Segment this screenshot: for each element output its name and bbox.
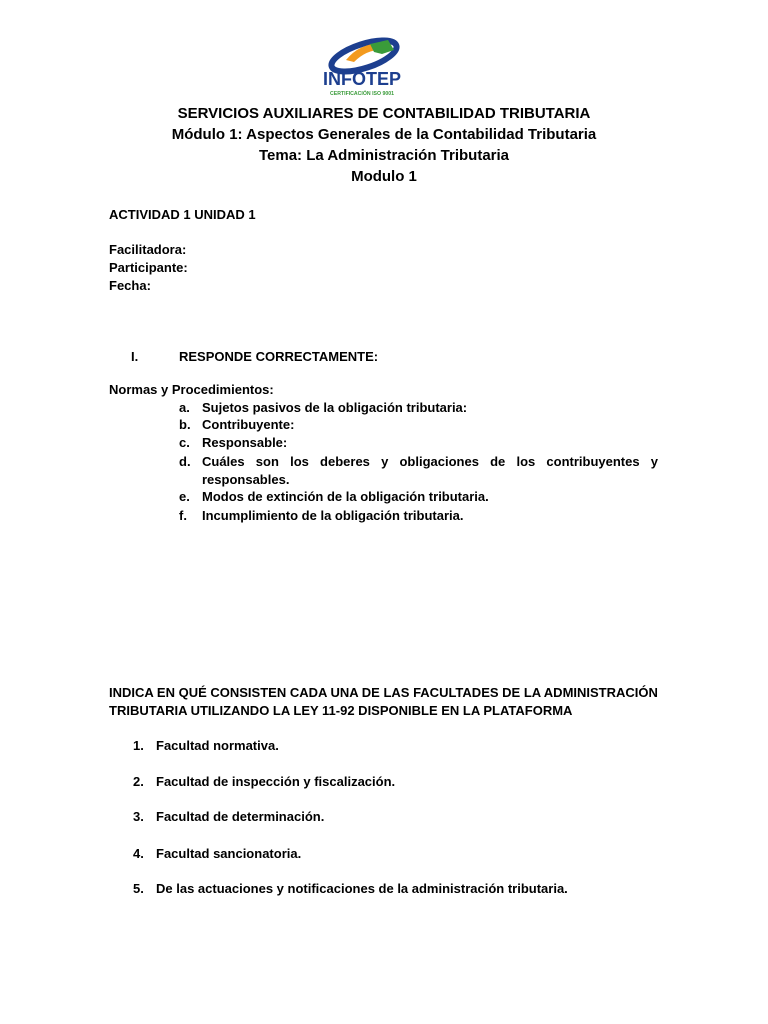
section1-numeral: I. <box>131 349 139 364</box>
norms-item-d-line1: Cuáles son los deberes y obligaciones de los contribuyentes y <box>202 454 658 469</box>
faculty-item-5: De las actuaciones y notificaciones de la administración tributaria. <box>156 881 568 896</box>
activity-heading: ACTIVIDAD 1 UNIDAD 1 <box>109 207 256 222</box>
norms-marker-f: f. <box>179 508 187 523</box>
logo-brand: INFOTEP <box>322 69 402 89</box>
faculty-marker-5: 5. <box>133 881 144 896</box>
field-participante: Participante: <box>109 260 188 275</box>
norms-item-a: Sujetos pasivos de la obligación tributaria: <box>202 400 468 415</box>
faculty-item-3: Facultad de determinación. <box>156 809 325 824</box>
norms-marker-a: a. <box>179 400 190 415</box>
norms-marker-e: e. <box>179 489 190 504</box>
section1-heading: RESPONDE CORRECTAMENTE: <box>179 349 379 364</box>
infotep-logo-graphic <box>312 34 412 98</box>
faculty-item-4: Facultad sancionatoria. <box>156 846 302 861</box>
norms-item-e: Modos de extinción de la obligación tributaria. <box>202 489 489 504</box>
title-line-4: Modulo 1 <box>351 168 417 185</box>
norms-marker-d: d. <box>179 454 191 469</box>
faculty-item-2: Facultad de inspección y fiscalización. <box>156 774 396 789</box>
field-facilitadora: Facilitadora: <box>109 242 187 257</box>
norms-item-c: Responsable: <box>202 435 288 450</box>
norms-item-b: Contribuyente: <box>202 417 295 432</box>
logo-tagline: CERTIFICACIÓN ISO 9001 <box>330 91 394 97</box>
faculty-marker-1: 1. <box>133 738 144 753</box>
field-fecha: Fecha: <box>109 278 151 293</box>
title-line-3: Tema: La Administración Tributaria <box>258 147 510 164</box>
norms-heading: Normas y Procedimientos: <box>109 382 274 397</box>
norms-item-f: Incumplimiento de la obligación tributaria. <box>202 508 464 523</box>
faculty-marker-4: 4. <box>133 846 144 861</box>
norms-item-d-line2: responsables. <box>202 472 290 487</box>
faculty-marker-2: 2. <box>133 774 144 789</box>
infotep-logo <box>312 34 412 98</box>
norms-marker-b: b. <box>179 417 191 432</box>
document-titles <box>0 103 768 187</box>
section2-heading-line1: INDICA EN QUÉ CONSISTEN CADA UNA DE LAS FACULTADES DE LA ADMINISTRACIÓN <box>109 685 658 700</box>
title-line-2: Módulo 1: Aspectos Generales de la Contabilidad Tributaria <box>171 126 597 143</box>
norms-marker-c: c. <box>179 435 190 450</box>
title-line-1: SERVICIOS AUXILIARES DE CONTABILIDAD TRIBUTARIA <box>177 105 591 122</box>
faculty-item-1: Facultad normativa. <box>156 738 279 753</box>
faculty-marker-3: 3. <box>133 809 144 824</box>
section2-heading-line2: TRIBUTARIA UTILIZANDO LA LEY 11-92 DISPONIBLE EN LA PLATAFORMA <box>109 703 573 718</box>
